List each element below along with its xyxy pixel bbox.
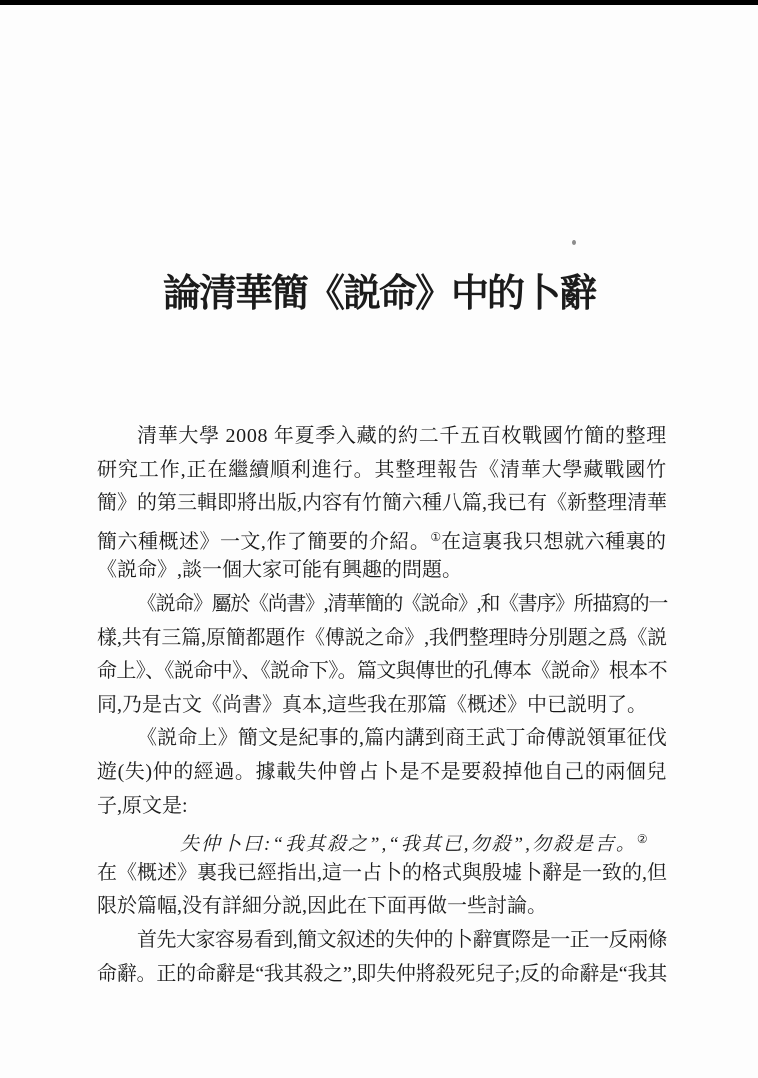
text-line — [97, 454, 667, 488]
footnote-marker: ② — [636, 832, 648, 847]
text-line — [97, 857, 667, 891]
text-line-content: 同,乃是古文《尚書》真本,這些我在那篇《概述》中已説明了。 — [97, 693, 647, 716]
text-line — [97, 790, 667, 824]
text-line — [97, 655, 667, 689]
text-line-content: 遊(失)仲的經過。據載失仲曾占卜是不是要殺掉他自己的兩個兒 — [97, 760, 667, 783]
text-line-content: 清華大學 2008 年夏季入藏的約二千五百枚戰國竹簡的整理 — [137, 425, 667, 447]
article-body — [97, 420, 667, 991]
text-line — [97, 958, 667, 992]
text-line-content: 首先大家容易看到,簡文叙述的失仲的卜辭實際是一正一反兩條 — [137, 928, 667, 951]
text-line — [97, 890, 667, 924]
scan-top-edge — [0, 0, 758, 5]
text-line-content: 失仲卜曰:“我其殺之”,“我其已,勿殺”,勿殺是吉。② — [180, 832, 648, 856]
text-line — [97, 554, 667, 588]
text-line-content: 簡》的第三輯即將出版,内容有竹簡六種八篇,我已有《新整理清華 — [97, 492, 667, 515]
text-line — [97, 521, 667, 555]
text-line — [97, 588, 667, 622]
text-line — [97, 622, 667, 656]
text-line-content: 簡六種概述》一文,作了簡要的介紹。①在這裏我只想就六種裏的 — [97, 529, 667, 553]
text-line-content: 《説命上》簡文是紀事的,篇内講到商王武丁命傅説領軍征伐 — [137, 727, 667, 750]
text-line-content: 樣,共有三篇,原簡都題作《傅説之命》,我們整理時分別題之爲《説 — [97, 626, 667, 649]
text-line-content: 在《概述》裏我已經指出,這一占卜的格式與殷墟卜辭是一致的,但 — [97, 861, 667, 884]
footnote-marker: ① — [430, 529, 442, 544]
text-line — [97, 689, 667, 723]
scan-speck — [572, 240, 576, 245]
text-line — [97, 756, 667, 790]
text-line-content: 《説命》屬於《尚書》,清華簡的《説命》,和《書序》所描寫的一 — [137, 592, 667, 615]
quoted-source-line — [97, 823, 667, 857]
text-line-content: 研究工作,正在繼續順利進行。其整理報告《清華大學藏戰國竹 — [97, 458, 667, 481]
article-title: 論清華簡《説命》中的卜辭 — [162, 273, 595, 315]
text-line-content: 命辭。正的命辭是“我其殺之”,即失仲將殺死兒子;反的命辭是“我其 — [97, 962, 667, 985]
text-line-content: 子,原文是: — [97, 794, 188, 817]
text-line — [97, 420, 667, 454]
text-line-content: 限於篇幅,没有詳細分説,因此在下面再做一些討論。 — [97, 895, 547, 918]
text-line-content: 《説命》,談一個大家可能有興趣的問題。 — [97, 559, 462, 582]
text-line — [97, 924, 667, 958]
text-line — [97, 722, 667, 756]
text-line — [97, 487, 667, 521]
text-line-content: 命上》、《説命中》、《説命下》。篇文與傳世的孔傳本《説命》根本不 — [97, 660, 667, 683]
